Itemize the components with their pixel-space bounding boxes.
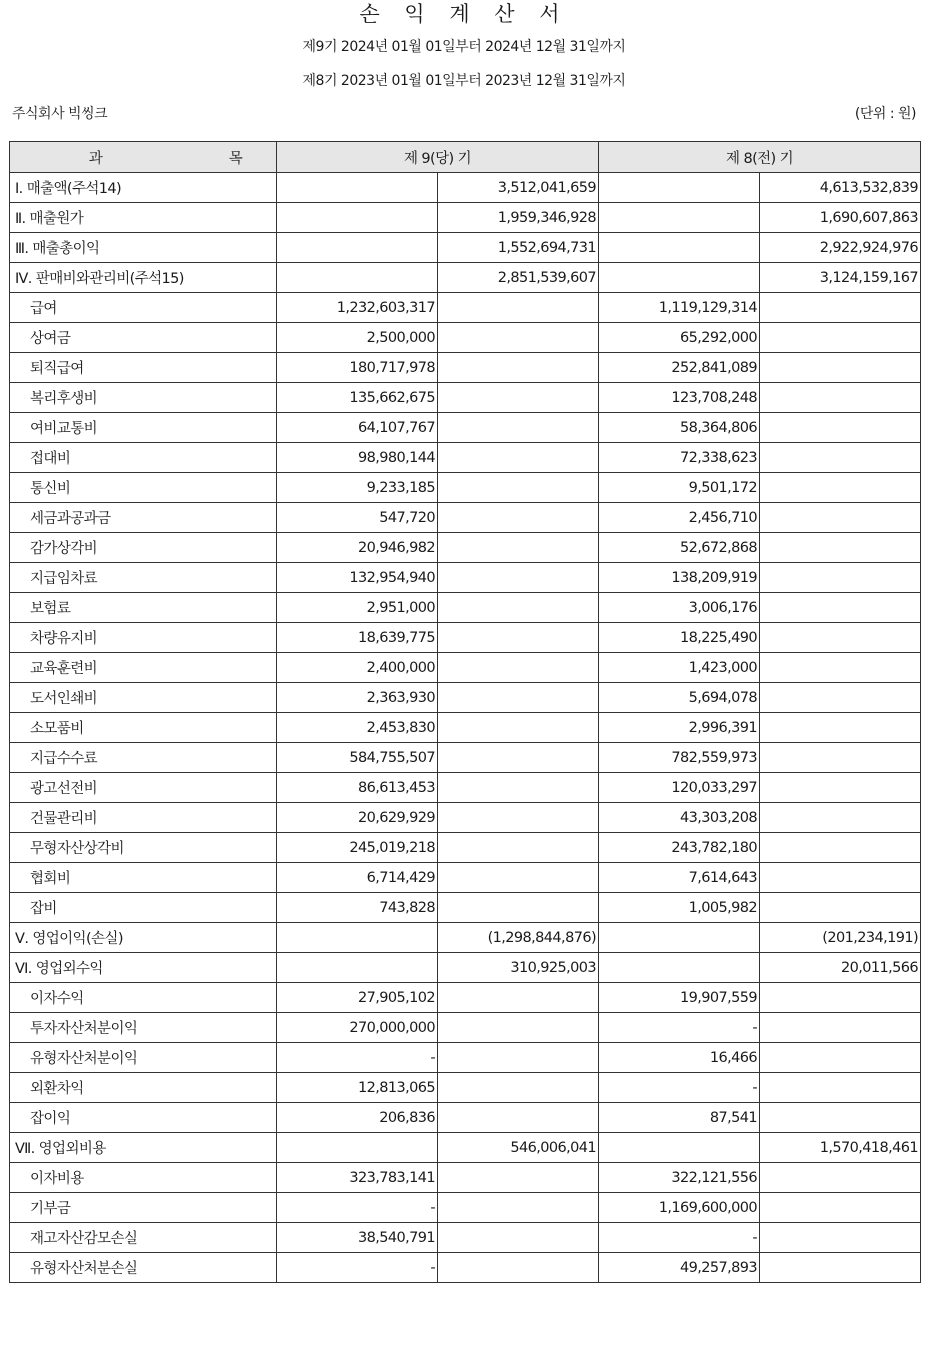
row-label: 차량유지비 — [10, 623, 277, 653]
current-detail-amount: 547,720 — [277, 503, 438, 533]
row-label: 광고선전비 — [10, 773, 277, 803]
row-label: 복리후생비 — [10, 383, 277, 413]
row-label: 통신비 — [10, 473, 277, 503]
current-total-amount: (1,298,844,876) — [438, 923, 599, 953]
row-label: 세금과공과금 — [10, 503, 277, 533]
current-detail-amount: 18,639,775 — [277, 623, 438, 653]
current-total-amount — [438, 773, 599, 803]
current-total-amount: 2,851,539,607 — [438, 263, 599, 293]
row-label: 이자수익 — [10, 983, 277, 1013]
current-total-amount — [438, 443, 599, 473]
prior-detail-amount: 3,006,176 — [599, 593, 760, 623]
current-detail-amount — [277, 1133, 438, 1163]
header-prior-period: 제 8(전) 기 — [599, 142, 921, 173]
row-label: 건물관리비 — [10, 803, 277, 833]
prior-total-amount: 3,124,159,167 — [760, 263, 921, 293]
prior-detail-amount: 2,996,391 — [599, 713, 760, 743]
income-statement-table — [9, 141, 921, 1283]
prior-total-amount — [760, 683, 921, 713]
current-detail-amount: 270,000,000 — [277, 1013, 438, 1043]
current-detail-amount: 64,107,767 — [277, 413, 438, 443]
table-row — [10, 323, 921, 353]
table-row — [10, 773, 921, 803]
prior-total-amount — [760, 833, 921, 863]
prior-detail-amount: 1,119,129,314 — [599, 293, 760, 323]
row-label: Ⅵ. 영업외수익 — [10, 953, 277, 983]
row-label: 보험료 — [10, 593, 277, 623]
prior-total-amount — [760, 983, 921, 1013]
current-total-amount — [438, 353, 599, 383]
prior-detail-amount: 7,614,643 — [599, 863, 760, 893]
current-total-amount — [438, 1073, 599, 1103]
table-row — [10, 533, 921, 563]
prior-total-amount — [760, 773, 921, 803]
current-total-amount — [438, 383, 599, 413]
prior-detail-amount: - — [599, 1223, 760, 1253]
prior-total-amount — [760, 623, 921, 653]
current-total-amount — [438, 293, 599, 323]
company-name: 주식회사 빅씽크 — [12, 106, 108, 122]
prior-total-amount — [760, 1253, 921, 1283]
table-row — [10, 233, 921, 263]
current-total-amount — [438, 1193, 599, 1223]
prior-detail-amount: 120,033,297 — [599, 773, 760, 803]
current-total-amount — [438, 1013, 599, 1043]
current-total-amount — [438, 533, 599, 563]
current-total-amount — [438, 503, 599, 533]
current-total-amount — [438, 983, 599, 1013]
current-total-amount — [438, 1253, 599, 1283]
prior-detail-amount: 243,782,180 — [599, 833, 760, 863]
table-row — [10, 743, 921, 773]
table-row — [10, 1193, 921, 1223]
period-prior: 제8기 2023년 01월 01일부터 2023년 12월 31일까지 — [302, 73, 626, 89]
prior-total-amount — [760, 353, 921, 383]
table-row — [10, 203, 921, 233]
table-row — [10, 503, 921, 533]
header-current-period: 제 9(당) 기 — [277, 142, 599, 173]
current-detail-amount — [277, 263, 438, 293]
prior-total-amount — [760, 1163, 921, 1193]
row-label: 유형자산처분손실 — [10, 1253, 277, 1283]
table-row — [10, 353, 921, 383]
prior-total-amount — [760, 863, 921, 893]
prior-total-amount: 1,570,418,461 — [760, 1133, 921, 1163]
header-item — [10, 142, 277, 173]
prior-total-amount — [760, 1223, 921, 1253]
table-row — [10, 293, 921, 323]
current-total-amount — [438, 473, 599, 503]
current-detail-amount: 86,613,453 — [277, 773, 438, 803]
row-label: 지급수수료 — [10, 743, 277, 773]
current-total-amount — [438, 863, 599, 893]
prior-total-amount — [760, 803, 921, 833]
current-total-amount — [438, 653, 599, 683]
table-row — [10, 443, 921, 473]
row-label: 교육훈련비 — [10, 653, 277, 683]
current-total-amount — [438, 833, 599, 863]
current-detail-amount: 180,717,978 — [277, 353, 438, 383]
table-row — [10, 953, 921, 983]
current-detail-amount: 135,662,675 — [277, 383, 438, 413]
current-total-amount — [438, 623, 599, 653]
prior-detail-amount: 19,907,559 — [599, 983, 760, 1013]
table-row — [10, 1133, 921, 1163]
row-label: Ⅳ. 판매비와관리비(주석15) — [10, 263, 277, 293]
table-row — [10, 263, 921, 293]
row-label: 급여 — [10, 293, 277, 323]
prior-detail-amount: 18,225,490 — [599, 623, 760, 653]
row-label: 기부금 — [10, 1193, 277, 1223]
prior-total-amount — [760, 893, 921, 923]
prior-total-amount — [760, 1073, 921, 1103]
prior-total-amount — [760, 593, 921, 623]
table-row — [10, 413, 921, 443]
row-label: 무형자산상각비 — [10, 833, 277, 863]
prior-total-amount — [760, 443, 921, 473]
current-detail-amount: 323,783,141 — [277, 1163, 438, 1193]
table-header-row — [10, 142, 921, 173]
prior-total-amount — [760, 1103, 921, 1133]
current-total-amount — [438, 1223, 599, 1253]
prior-detail-amount: 322,121,556 — [599, 1163, 760, 1193]
row-label: Ⅴ. 영업이익(손실) — [10, 923, 277, 953]
table-row — [10, 623, 921, 653]
current-total-amount: 310,925,003 — [438, 953, 599, 983]
row-label: 잡이익 — [10, 1103, 277, 1133]
table-row — [10, 923, 921, 953]
current-detail-amount: 1,232,603,317 — [277, 293, 438, 323]
prior-detail-amount: 49,257,893 — [599, 1253, 760, 1283]
current-total-amount — [438, 593, 599, 623]
current-detail-amount: 2,400,000 — [277, 653, 438, 683]
current-detail-amount — [277, 233, 438, 263]
prior-detail-amount — [599, 953, 760, 983]
prior-detail-amount: 1,005,982 — [599, 893, 760, 923]
current-total-amount: 546,006,041 — [438, 1133, 599, 1163]
row-label: Ⅰ. 매출액(주석14) — [10, 173, 277, 203]
current-total-amount: 1,552,694,731 — [438, 233, 599, 263]
prior-total-amount: 20,011,566 — [760, 953, 921, 983]
table-row — [10, 473, 921, 503]
table-row — [10, 683, 921, 713]
current-total-amount: 1,959,346,928 — [438, 203, 599, 233]
current-detail-amount: - — [277, 1193, 438, 1223]
current-detail-amount — [277, 953, 438, 983]
prior-detail-amount — [599, 233, 760, 263]
current-total-amount — [438, 743, 599, 773]
current-detail-amount: 206,836 — [277, 1103, 438, 1133]
prior-detail-amount: 5,694,078 — [599, 683, 760, 713]
current-total-amount — [438, 683, 599, 713]
row-label: 상여금 — [10, 323, 277, 353]
row-label: 재고자산감모손실 — [10, 1223, 277, 1253]
header-item-b: 목 — [228, 150, 243, 167]
table-row — [10, 653, 921, 683]
current-detail-amount: 132,954,940 — [277, 563, 438, 593]
current-detail-amount: 20,629,929 — [277, 803, 438, 833]
row-label: 외환차익 — [10, 1073, 277, 1103]
prior-detail-amount: 43,303,208 — [599, 803, 760, 833]
prior-total-amount — [760, 413, 921, 443]
prior-detail-amount: 2,456,710 — [599, 503, 760, 533]
current-total-amount — [438, 323, 599, 353]
row-label: 유형자산처분이익 — [10, 1043, 277, 1073]
current-detail-amount: 38,540,791 — [277, 1223, 438, 1253]
prior-total-amount — [760, 323, 921, 353]
row-label: 접대비 — [10, 443, 277, 473]
prior-total-amount: 2,922,924,976 — [760, 233, 921, 263]
row-label: 도서인쇄비 — [10, 683, 277, 713]
row-label: 협회비 — [10, 863, 277, 893]
row-label: 투자자산처분이익 — [10, 1013, 277, 1043]
prior-detail-amount: 52,672,868 — [599, 533, 760, 563]
current-detail-amount: - — [277, 1253, 438, 1283]
prior-detail-amount — [599, 173, 760, 203]
current-detail-amount: 2,500,000 — [277, 323, 438, 353]
current-detail-amount: 2,951,000 — [277, 593, 438, 623]
current-detail-amount: 245,019,218 — [277, 833, 438, 863]
table-row — [10, 173, 921, 203]
unit-label: (단위 : 원) — [854, 106, 916, 122]
row-label: Ⅶ. 영업외비용 — [10, 1133, 277, 1163]
prior-total-amount — [760, 713, 921, 743]
statement-title: 손 익 계 산 서 — [359, 2, 569, 26]
row-label: 잡비 — [10, 893, 277, 923]
table-row — [10, 1163, 921, 1193]
prior-detail-amount: 1,423,000 — [599, 653, 760, 683]
row-label: 지급임차료 — [10, 563, 277, 593]
current-total-amount — [438, 713, 599, 743]
current-detail-amount: 2,363,930 — [277, 683, 438, 713]
prior-detail-amount: 252,841,089 — [599, 353, 760, 383]
current-detail-amount: 9,233,185 — [277, 473, 438, 503]
prior-total-amount — [760, 293, 921, 323]
prior-total-amount: (201,234,191) — [760, 923, 921, 953]
current-detail-amount: 743,828 — [277, 893, 438, 923]
prior-detail-amount: 9,501,172 — [599, 473, 760, 503]
current-total-amount — [438, 1043, 599, 1073]
prior-detail-amount: 782,559,973 — [599, 743, 760, 773]
current-detail-amount — [277, 173, 438, 203]
table-row — [10, 713, 921, 743]
prior-total-amount — [760, 473, 921, 503]
table-row — [10, 1043, 921, 1073]
current-detail-amount — [277, 203, 438, 233]
prior-detail-amount: 87,541 — [599, 1103, 760, 1133]
current-total-amount — [438, 563, 599, 593]
current-detail-amount: 6,714,429 — [277, 863, 438, 893]
prior-detail-amount — [599, 923, 760, 953]
table-row — [10, 893, 921, 923]
prior-detail-amount: 123,708,248 — [599, 383, 760, 413]
current-total-amount: 3,512,041,659 — [438, 173, 599, 203]
current-detail-amount: 12,813,065 — [277, 1073, 438, 1103]
row-label: 소모품비 — [10, 713, 277, 743]
prior-detail-amount: 65,292,000 — [599, 323, 760, 353]
prior-detail-amount — [599, 1133, 760, 1163]
current-detail-amount: 2,453,830 — [277, 713, 438, 743]
period-current: 제9기 2024년 01월 01일부터 2024년 12월 31일까지 — [302, 39, 626, 55]
prior-total-amount: 1,690,607,863 — [760, 203, 921, 233]
current-detail-amount: 98,980,144 — [277, 443, 438, 473]
prior-total-amount — [760, 653, 921, 683]
row-label: Ⅱ. 매출원가 — [10, 203, 277, 233]
table-row — [10, 1103, 921, 1133]
prior-detail-amount: 1,169,600,000 — [599, 1193, 760, 1223]
table-row — [10, 1223, 921, 1253]
current-detail-amount — [277, 923, 438, 953]
prior-total-amount — [760, 1043, 921, 1073]
table-row — [10, 833, 921, 863]
table-row — [10, 1253, 921, 1283]
current-total-amount — [438, 1103, 599, 1133]
prior-total-amount — [760, 1193, 921, 1223]
current-total-amount — [438, 893, 599, 923]
prior-total-amount — [760, 563, 921, 593]
current-detail-amount: 584,755,507 — [277, 743, 438, 773]
current-detail-amount: 27,905,102 — [277, 983, 438, 1013]
prior-detail-amount: 58,364,806 — [599, 413, 760, 443]
prior-detail-amount: - — [599, 1013, 760, 1043]
current-total-amount — [438, 413, 599, 443]
prior-detail-amount — [599, 263, 760, 293]
prior-total-amount — [760, 503, 921, 533]
prior-total-amount — [760, 533, 921, 563]
prior-total-amount — [760, 743, 921, 773]
table-row — [10, 863, 921, 893]
row-label: 퇴직급여 — [10, 353, 277, 383]
header-item-a: 과 — [88, 150, 103, 167]
row-label: 여비교통비 — [10, 413, 277, 443]
prior-total-amount — [760, 1013, 921, 1043]
row-label: 이자비용 — [10, 1163, 277, 1193]
table-row — [10, 383, 921, 413]
table-row — [10, 593, 921, 623]
table-row — [10, 1013, 921, 1043]
prior-detail-amount — [599, 203, 760, 233]
table-row — [10, 1073, 921, 1103]
current-detail-amount: 20,946,982 — [277, 533, 438, 563]
prior-total-amount — [760, 383, 921, 413]
current-total-amount — [438, 803, 599, 833]
current-total-amount — [438, 1163, 599, 1193]
prior-total-amount: 4,613,532,839 — [760, 173, 921, 203]
prior-detail-amount: 138,209,919 — [599, 563, 760, 593]
row-label: 감가상각비 — [10, 533, 277, 563]
prior-detail-amount: 16,466 — [599, 1043, 760, 1073]
current-detail-amount: - — [277, 1043, 438, 1073]
table-row — [10, 563, 921, 593]
prior-detail-amount: - — [599, 1073, 760, 1103]
prior-detail-amount: 72,338,623 — [599, 443, 760, 473]
table-row — [10, 983, 921, 1013]
table-row — [10, 803, 921, 833]
row-label: Ⅲ. 매출총이익 — [10, 233, 277, 263]
